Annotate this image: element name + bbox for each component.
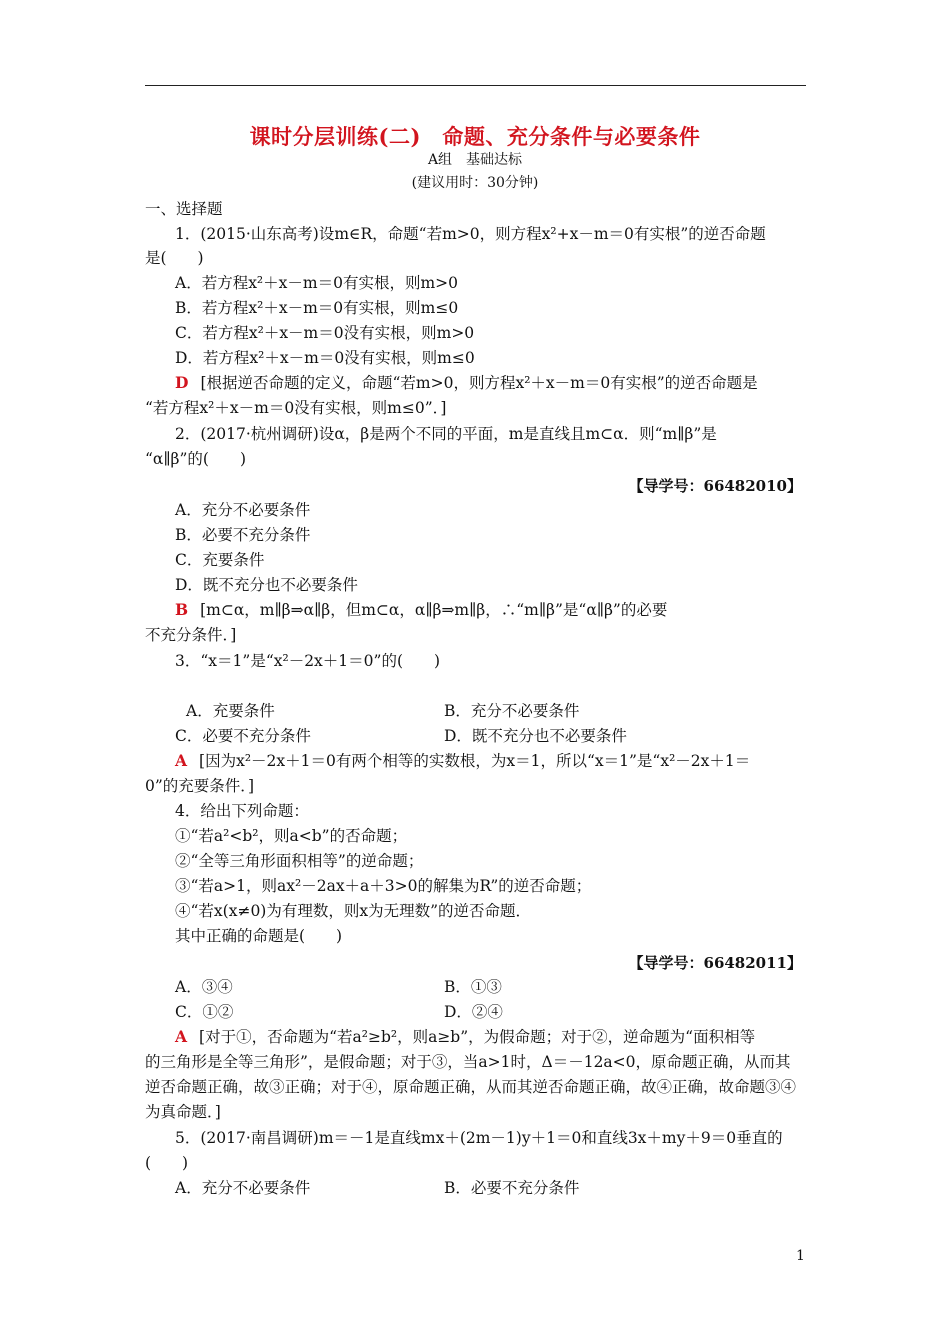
q1-explanation-cont: “若方程x²＋x－m＝0没有实根，则m≤0”．]: [145, 399, 447, 417]
q2-explanation-cont: 不充分条件．]: [145, 626, 237, 644]
q1-option-a: A．若方程x²＋x－m＝0有实根，则m>0: [175, 274, 458, 292]
q4-option-c: C．①②: [175, 1003, 234, 1021]
q4-proposition-1: ①“若a²<b²，则a<b”的否命题；: [175, 827, 408, 845]
q1-stem: 1．(2015·山东高考)设m∈R，命题“若m>0，则方程x²+x－m＝0有实根”的逆否命题: [175, 225, 766, 243]
q3-explanation: A [因为x²－2x＋1＝0有两个相等的实数根，为x＝1，所以“x＝1”是“x²－2x＋1＝: [175, 751, 751, 770]
q4-answer: A: [175, 1027, 188, 1046]
q3-option-d: D．既不充分也不必要条件: [444, 727, 627, 745]
q2-explanation: B [m⊂α，m∥β⇒α∥β，但m⊂α，α∥β⇒m∥β，∴“m∥β”是“α∥β”的必要: [175, 600, 668, 619]
page-number: 1: [796, 1248, 805, 1264]
q4-option-d: D．②④: [444, 1003, 503, 1021]
q3-option-c: C．必要不充分条件: [175, 727, 311, 745]
q4-proposition-4: ④“若x(x≠0)为有理数，则x为无理数”的逆否命题．: [175, 902, 532, 920]
q5-stem: 5．(2017·南昌调研)m＝－1是直线mx＋(2m－1)y＋1＝0和直线3x＋my＋9＝0垂直的: [175, 1129, 783, 1147]
q4-question: 其中正确的命题是( ): [175, 927, 343, 945]
q2-stem: 2．(2017·杭州调研)设α，β是两个不同的平面，m是直线且m⊂α．则“m∥β”是: [175, 425, 717, 443]
q2-option-a: A．充分不必要条件: [175, 501, 311, 519]
q3-option-a: A．充要条件: [186, 702, 275, 720]
q2-reference-number: 【导学号：66482010】: [628, 477, 802, 495]
q4-proposition-3: ③“若a>1，则ax²－2ax＋a＋3>0的解集为R”的逆否命题；: [175, 877, 592, 895]
q4-proposition-2: ②“全等三角形面积相等”的逆命题；: [175, 852, 424, 870]
q1-stem-cont: 是( ): [145, 249, 204, 267]
q4-explanation-line-4: 为真命题．]: [145, 1103, 221, 1121]
q1-option-c: C．若方程x²＋x－m＝0没有实根，则m>0: [175, 324, 475, 342]
top-rule: [145, 85, 806, 86]
q5-option-a: A．充分不必要条件: [175, 1179, 311, 1197]
q5-option-b: B．必要不充分条件: [444, 1179, 580, 1197]
q4-explanation-line-2: 的三角形是全等三角形”，是假命题；对于③，当a>1时，Δ＝－12a<0，原命题正确，从而其: [145, 1053, 791, 1071]
q3-explanation-cont: 0”的充要条件．]: [145, 777, 255, 795]
q1-option-b: B．若方程x²＋x－m＝0有实根，则m≤0: [175, 299, 459, 317]
q3-answer: A: [175, 751, 188, 770]
q2-option-d: D．既不充分也不必要条件: [175, 576, 358, 594]
q3-stem: 3．“x＝1”是“x²－2x＋1＝0”的( ): [175, 652, 441, 670]
q4-explanation-line-3: 逆否命题正确，故③正确；对于④，原命题正确，从而其逆否命题正确，故④正确，故命题③④: [145, 1078, 797, 1096]
q4-explanation: A [对于①，否命题为“若a²≥b²，则a≥b”，为假命题；对于②，逆命题为“面积相等: [175, 1027, 756, 1046]
q2-answer: B: [175, 600, 189, 619]
q5-stem-cont: ( ): [145, 1154, 189, 1172]
group-label: A组 基础达标: [427, 152, 523, 168]
q2-stem-cont: “α∥β”的( ): [145, 450, 247, 468]
q4-stem: 4．给出下列命题：: [175, 802, 309, 820]
page-title: 课时分层训练(二) 命题、充分条件与必要条件: [249, 124, 701, 149]
q4-option-a: A．③④: [175, 978, 233, 996]
q3-option-b: B．充分不必要条件: [444, 702, 580, 720]
q4-option-b: B．①③: [444, 978, 502, 996]
time-hint: (建议用时：30分钟): [411, 175, 539, 191]
q1-answer: D: [175, 373, 189, 392]
q4-reference-number: 【导学号：66482011】: [628, 954, 802, 972]
q2-option-c: C．充要条件: [175, 551, 265, 569]
q1-explanation: D [根据逆否命题的定义，命题“若m>0，则方程x²＋x－m＝0有实根”的逆否命题是: [175, 373, 758, 392]
q2-option-b: B．必要不充分条件: [175, 526, 311, 544]
section-heading: 一、选择题: [145, 200, 223, 218]
q1-option-d: D．若方程x²＋x－m＝0没有实根，则m≤0: [175, 349, 475, 367]
